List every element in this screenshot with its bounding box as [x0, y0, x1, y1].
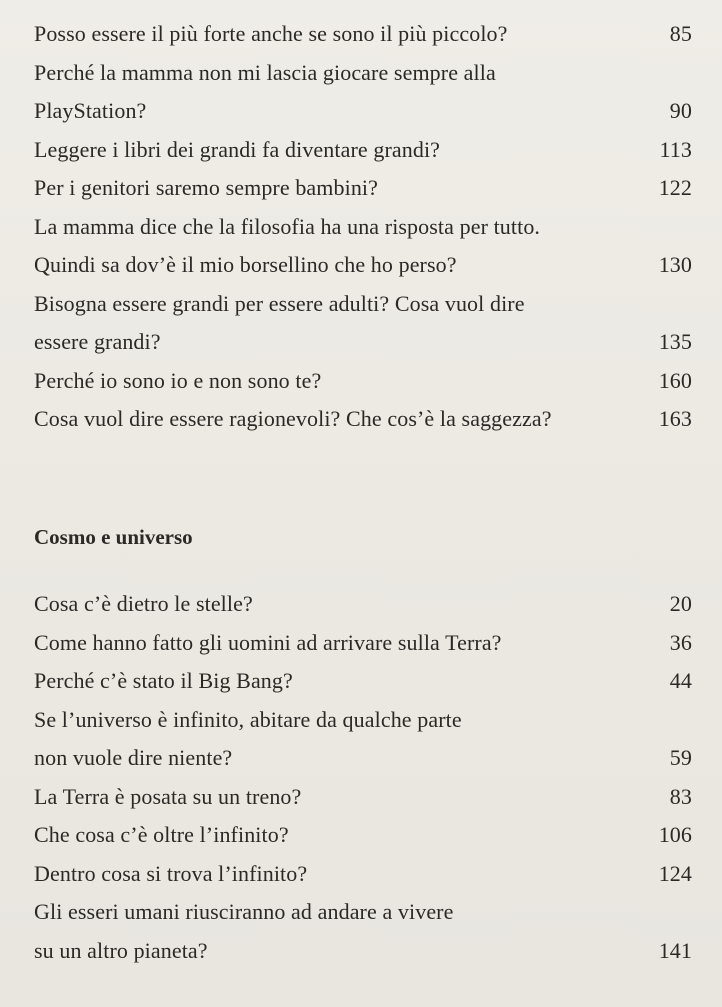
toc-page-number: 106: [658, 822, 692, 847]
toc-entry: [34, 54, 692, 131]
toc-entry-text: Bisogna essere grandi per essere adulti? Cosa vuol dire: [34, 290, 525, 316]
toc-page-number: 85: [669, 21, 692, 46]
toc-page-number: 83: [669, 783, 692, 809]
toc-entry-text: non vuole dire niente?: [34, 745, 233, 770]
toc-page-number: 90: [669, 98, 692, 123]
toc-page-number: 141: [658, 937, 692, 963]
toc-entry: [34, 362, 692, 401]
toc-entry-text: Posso essere il più forte anche se sono il più piccolo?: [34, 21, 508, 46]
toc-entry-text: Che cosa c’è oltre l’infinito?: [34, 822, 289, 847]
toc-entry-text: PlayStation?: [34, 98, 147, 123]
toc-entry: [34, 15, 692, 54]
toc-entry-text: Come hanno fatto gli uomini ad arrivare sulla Terra?: [34, 629, 502, 655]
toc-entry-text: La Terra è posata su un treno?: [34, 783, 302, 809]
toc-entry: [34, 624, 692, 663]
toc-page-number: 20: [669, 591, 692, 616]
toc-entry-text: Perché c’è stato il Big Bang?: [34, 668, 293, 693]
toc-entry-text: Cosa c’è dietro le stelle?: [34, 591, 253, 616]
toc-entry: [34, 208, 692, 285]
toc-entry-text: La mamma dice che la filosofia ha una risposta per tutto.: [34, 213, 541, 239]
toc-entry-text: Perché la mamma non mi lascia giocare sempre alla: [34, 59, 496, 85]
toc-entry-text: Cosa vuol dire essere ragionevoli? Che cos’è la saggezza?: [34, 406, 552, 431]
toc-entry: [34, 701, 692, 778]
toc-entry-text: Se l’universo è infinito, abitare da qualche parte: [34, 706, 462, 732]
toc-entry: [34, 778, 692, 817]
toc-entry: [34, 585, 692, 624]
toc-entry-text: Per i genitori saremo sempre bambini?: [34, 175, 378, 200]
toc-entry: [34, 285, 692, 362]
toc-entry: [34, 816, 692, 855]
toc-entry: [34, 662, 692, 701]
toc-entry-text: Dentro cosa si trova l’infinito?: [34, 860, 308, 886]
toc-list-top: [34, 15, 692, 439]
toc-entry: [34, 400, 692, 439]
toc-entry: [34, 131, 692, 170]
section-heading: Cosmo e universo: [34, 525, 193, 549]
toc-entry-text: Leggere i libri dei grandi fa diventare grandi?: [34, 136, 441, 162]
toc-entry: [34, 855, 692, 894]
toc-entry-text: su un altro pianeta?: [34, 937, 208, 963]
toc-entry-text: Perché io sono io e non sono te?: [34, 367, 322, 393]
toc-page-number: 124: [658, 860, 692, 886]
toc-page-number: 59: [669, 745, 692, 770]
toc-entry-text: Quindi sa dov’è il mio borsellino che ho perso?: [34, 252, 457, 277]
toc-entry: [34, 893, 692, 970]
toc-entry: [34, 169, 692, 208]
toc-list-section: [34, 585, 692, 970]
toc-page-number: 122: [658, 175, 692, 200]
toc-page-number: 163: [658, 406, 692, 431]
toc-page-number: 130: [658, 252, 692, 277]
toc-page-number: 113: [659, 136, 692, 162]
toc-entry-text: Gli esseri umani riusciranno ad andare a vivere: [34, 899, 454, 924]
toc-entry-text: essere grandi?: [34, 329, 161, 354]
toc-page-number: 44: [669, 668, 692, 693]
toc-page-number: 160: [658, 367, 692, 393]
toc-page-number: 36: [669, 629, 692, 655]
toc-page-number: 135: [658, 329, 692, 354]
